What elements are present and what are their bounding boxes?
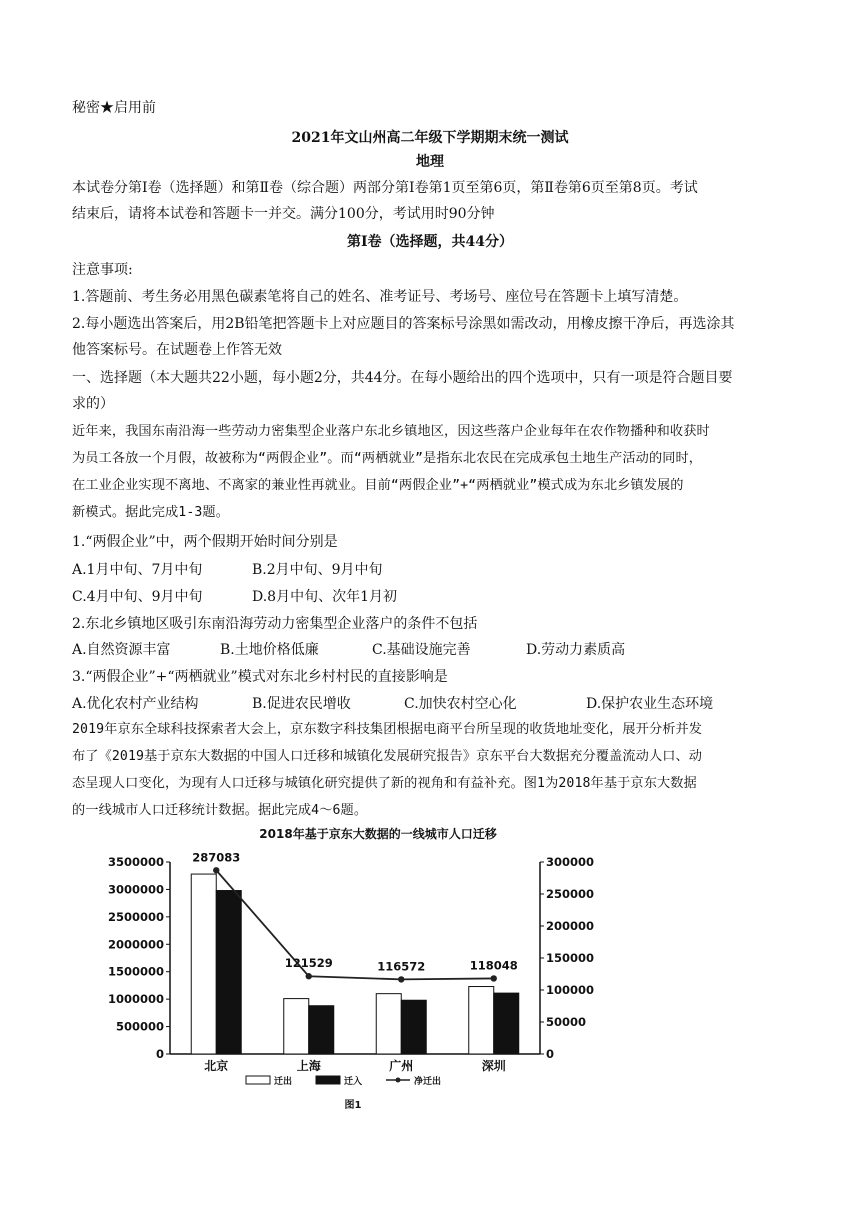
q3-option-b: B.促进农民增收 [252, 696, 351, 712]
right-tick-label: 200000 [546, 919, 595, 933]
left-tick-label: 1500000 [108, 964, 164, 979]
passage-line: 布了《2019基于京东大数据的中国人口迁移和城镇化发展研究报告》京东平台大数据充分覆盖流动人口、动 [72, 749, 703, 764]
category-label: 北京 [204, 1059, 229, 1073]
chart-legend [246, 1075, 441, 1087]
q3-option-a: A.优化农村产业结构 [72, 696, 199, 712]
left-tick-label: 1000000 [108, 992, 164, 1007]
passage-line: 近年来，我国东南沿海一些劳动力密集型企业落户东北乡镇地区，因这些落户企业每年在农作物播种和收获时 [72, 424, 710, 439]
left-tick-label: 2000000 [108, 937, 164, 952]
passage-line: 2019年京东全球科技探索者大会上，京东数字科技集团根据电商平台所呈现的收货地址变化，展开分析并发 [72, 722, 703, 737]
intro-line: 结束后，请将本试卷和答题卡一并交。满分100分，考试用时90分钟 [72, 206, 495, 222]
q1-option-b: B.2月中旬、9月中旬 [252, 562, 383, 578]
legend-label: 迁出 [274, 1077, 293, 1087]
legend-label: 净迁出 [414, 1077, 442, 1087]
legend-swatch-迁出 [246, 1076, 270, 1084]
right-tick-label: 300000 [546, 855, 595, 869]
passage-line: 为员工各放一个月假，故被称为“两假企业”。而“两栖就业”是指东北农民在完成承包土地生产活动的同时， [72, 451, 703, 466]
legend-swatch-迁入 [316, 1076, 340, 1084]
data-label: 116572 [377, 959, 426, 974]
bar-迁入 [494, 993, 519, 1054]
bar-迁出 [376, 994, 401, 1054]
right-tick-label: 150000 [546, 951, 595, 965]
right-tick-label: 0 [546, 1047, 555, 1061]
net-outflow-point [398, 976, 404, 982]
notice-item: 他答案标号。在试题卷上作答无效 [72, 342, 282, 358]
migration-chart [108, 824, 628, 1114]
bar-迁入 [309, 1006, 334, 1054]
bar-迁出 [284, 999, 309, 1054]
chart-axes [108, 855, 594, 1073]
category-label: 上海 [296, 1059, 321, 1073]
chart-svg [108, 824, 628, 1114]
part1-title: 第Ⅰ卷（选择题，共44分） [346, 234, 514, 250]
legend-label: 迁入 [344, 1077, 363, 1087]
right-tick-label: 250000 [546, 887, 595, 901]
section-heading: 一、选择题（本大题共22小题，每小题2分，共44分。在每小题给出的四个选项中，只有一项是符合题目要 [72, 370, 733, 386]
right-tick-label: 100000 [546, 983, 595, 997]
question-1-stem: 1.“两假企业”中，两个假期开始时间分别是 [72, 534, 338, 550]
passage-line: 态呈现人口变化，为现有人口迁移与城镇化研究提供了新的视角和有益补充。图1为2018年基于京东大数据 [72, 776, 697, 791]
question-3-stem: 3.“两假企业”+“两栖就业”模式对东北乡村村民的直接影响是 [72, 669, 448, 685]
bar-迁出 [469, 987, 494, 1054]
passage-line: 在工业企业实现不离地、不离家的兼业性再就业。目前“两假企业”+“两栖就业”模式成为东北乡镇发展的 [72, 478, 684, 493]
left-tick-label: 2500000 [108, 909, 164, 924]
q1-option-a: A.1月中旬、7月中旬 [72, 562, 203, 578]
secret-label: 秘密★启用前 [72, 100, 156, 116]
left-tick-label: 3500000 [108, 855, 164, 869]
exam-title: 2021年文山州高二年级下学期期末统一测试 [291, 130, 569, 146]
passage-line: 的一线城市人口迁移统计数据。据此完成4～6题。 [72, 803, 368, 818]
net-outflow-line [216, 870, 494, 979]
q2-option-b: B.土地价格低廉 [220, 642, 319, 658]
net-outflow-point [306, 973, 312, 979]
figure-caption: 图1 [344, 1100, 362, 1111]
legend-marker [396, 1078, 401, 1083]
q3-option-c: C.加快农村空心化 [404, 696, 517, 712]
notice-item: 2.每小题选出答案后，用2B铅笔把答题卡上对应题目的答案标号涂黑如需改动，用橡皮擦干净后，再选涂其 [72, 316, 735, 332]
category-label: 深圳 [481, 1059, 506, 1073]
q1-option-c: C.4月中旬、9月中旬 [72, 589, 203, 605]
bar-迁出 [191, 874, 216, 1054]
q2-option-c: C.基础设施完善 [372, 642, 471, 658]
data-label: 287083 [192, 850, 241, 865]
intro-line: 本试卷分第Ⅰ卷（选择题）和第Ⅱ卷（综合题）两部分第Ⅰ卷第1页至第6页，第Ⅱ卷第6页至第8页。考试 [72, 180, 698, 196]
question-2-stem: 2.东北乡镇地区吸引东南沿海劳动力密集型企业落户的条件不包括 [72, 616, 478, 632]
section-heading: 求的） [72, 396, 114, 412]
left-tick-label: 3000000 [108, 882, 164, 897]
subject-title: 地理 [416, 154, 444, 170]
left-tick-label: 500000 [115, 1019, 164, 1034]
right-tick-label: 50000 [546, 1015, 587, 1029]
notice-title: 注意事项: [72, 262, 133, 278]
net-outflow-point [491, 975, 497, 981]
chart-title: 2018年基于京东大数据的一线城市人口迁移 [259, 827, 497, 841]
bar-迁入 [216, 891, 241, 1054]
left-tick-label: 0 [155, 1047, 164, 1061]
q2-option-d: D.劳动力素质高 [526, 642, 626, 658]
q2-option-a: A.自然资源丰富 [72, 642, 171, 658]
data-label: 118048 [469, 958, 518, 973]
net-outflow-point [213, 867, 219, 873]
q3-option-d: D.保护农业生态环境 [586, 696, 714, 712]
data-label: 121529 [284, 956, 333, 971]
bar-迁入 [401, 1000, 426, 1054]
q1-option-d: D.8月中旬、次年1月初 [252, 589, 397, 605]
passage-line: 新模式。据此完成1-3题。 [72, 505, 229, 520]
category-label: 广州 [389, 1059, 414, 1073]
notice-item: 1.答题前、考生务必用黑色碳素笔将自己的姓名、准考证号、考场号、座位号在答题卡上填写清楚。 [72, 289, 688, 305]
